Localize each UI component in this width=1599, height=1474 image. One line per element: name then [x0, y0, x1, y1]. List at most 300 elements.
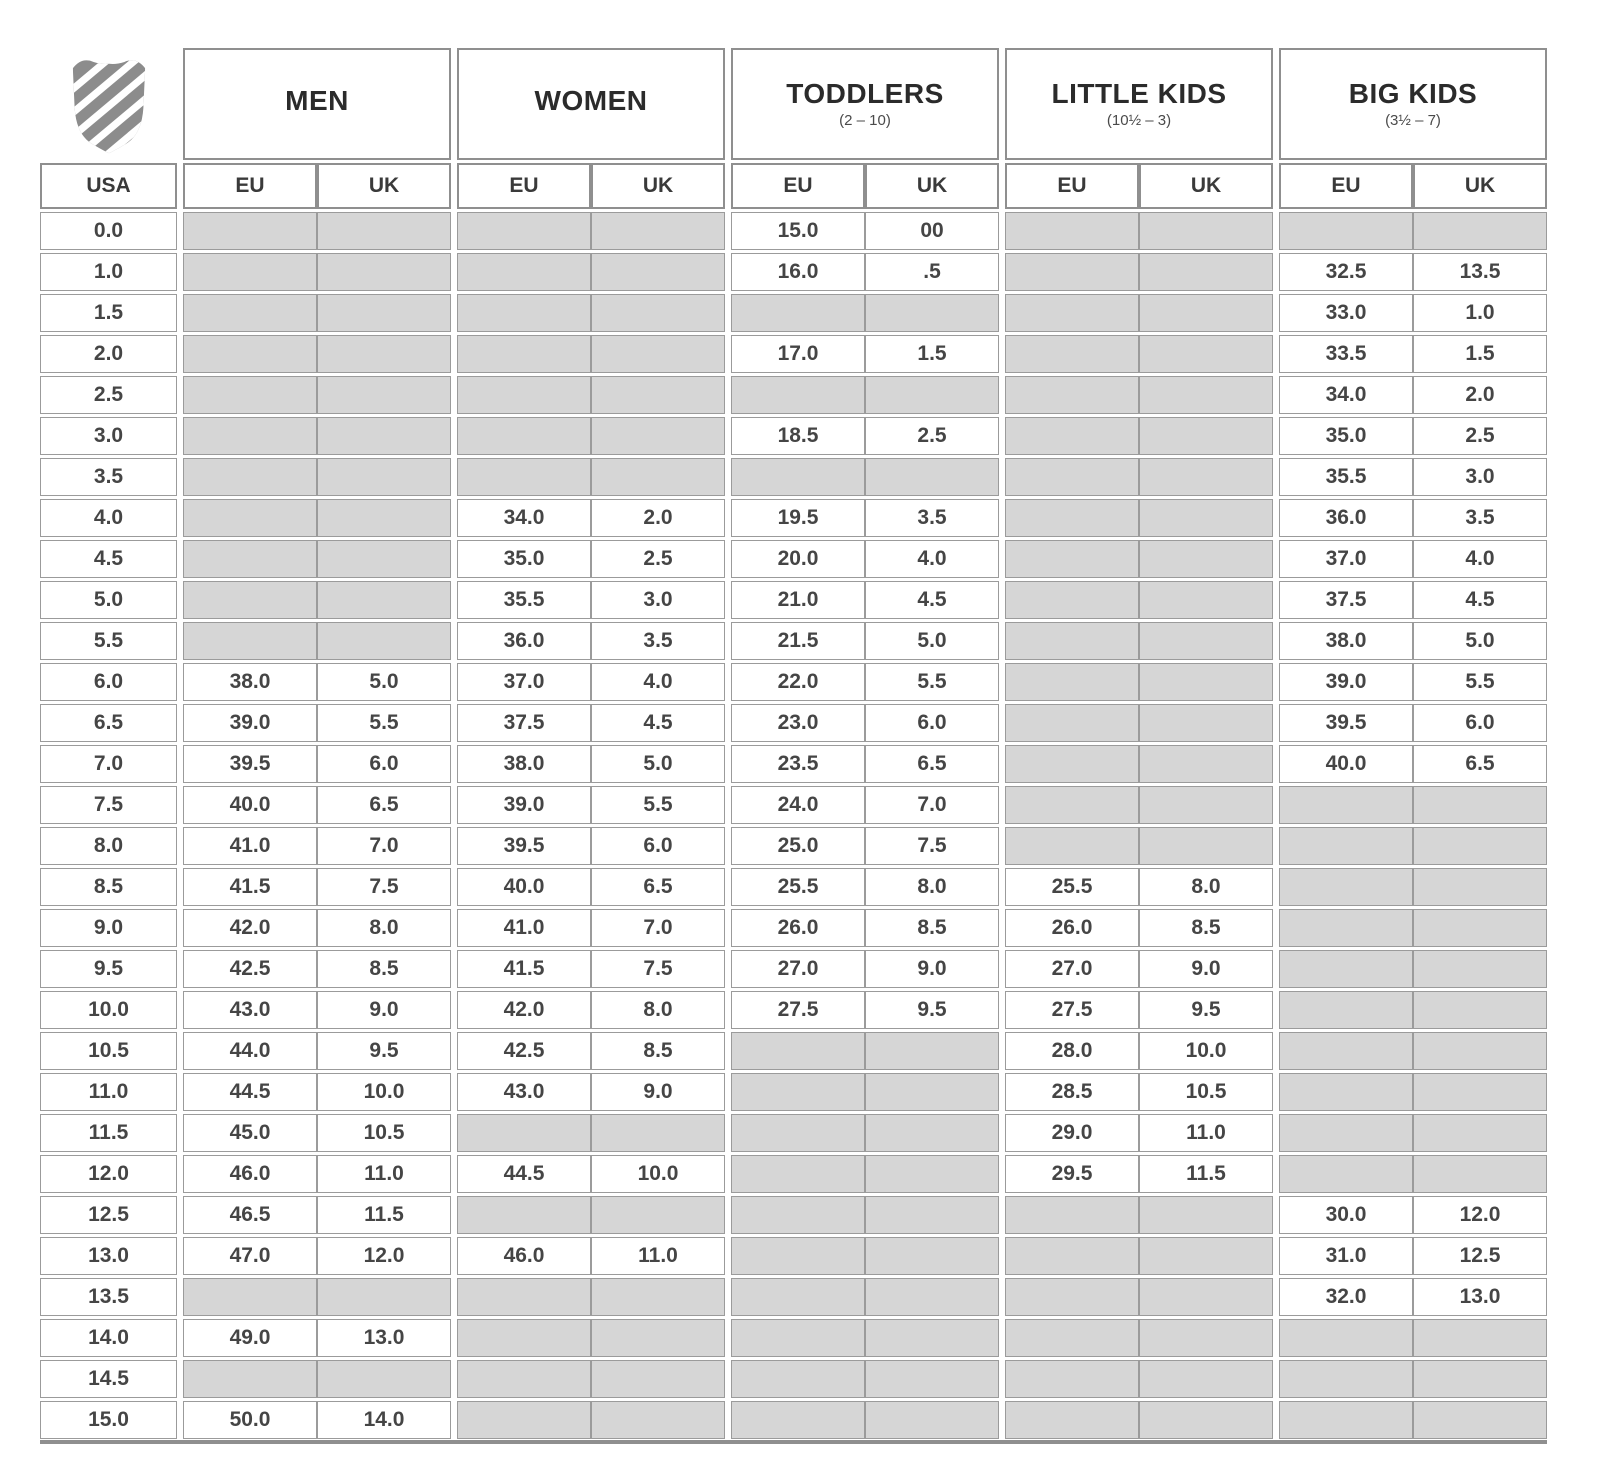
size-cell: 27.0 — [1005, 950, 1139, 988]
size-cell: 23.5 — [731, 745, 865, 783]
empty-size-cell — [1413, 950, 1547, 988]
empty-size-cell — [1279, 950, 1413, 988]
size-cell: 6.5 — [317, 786, 451, 824]
empty-size-cell — [457, 1114, 591, 1152]
size-cell: 44.0 — [183, 1032, 317, 1070]
empty-size-cell — [1413, 786, 1547, 824]
empty-size-cell — [1413, 212, 1547, 250]
size-cell: 33.0 — [1279, 294, 1413, 332]
empty-size-cell — [731, 1278, 865, 1316]
size-cell: 5.5 — [1413, 663, 1547, 701]
size-cell: 14.5 — [40, 1360, 177, 1398]
size-cell: 5.5 — [40, 622, 177, 660]
empty-size-cell — [1139, 335, 1273, 373]
size-cell: 2.5 — [591, 540, 725, 578]
group-label-women: WOMEN — [534, 85, 648, 117]
size-cell: 4.5 — [865, 581, 999, 619]
empty-size-cell — [1005, 581, 1139, 619]
size-cell: 2.5 — [1413, 417, 1547, 455]
empty-size-cell — [591, 1319, 725, 1357]
empty-size-cell — [865, 1073, 999, 1111]
size-cell: 8.0 — [317, 909, 451, 947]
size-cell: 4.5 — [40, 540, 177, 578]
empty-size-cell — [1005, 376, 1139, 414]
empty-size-cell — [731, 1032, 865, 1070]
size-cell: 12.0 — [317, 1237, 451, 1275]
group-header-big-kids — [1279, 48, 1547, 160]
empty-size-cell — [1005, 1360, 1139, 1398]
size-cell: 5.5 — [317, 704, 451, 742]
size-cell: 3.5 — [1413, 499, 1547, 537]
size-cell: 21.0 — [731, 581, 865, 619]
size-cell: 11.5 — [40, 1114, 177, 1152]
empty-size-cell — [591, 294, 725, 332]
size-cell: 9.5 — [317, 1032, 451, 1070]
empty-size-cell — [183, 376, 317, 414]
size-cell: 17.0 — [731, 335, 865, 373]
size-cell: 4.5 — [1413, 581, 1547, 619]
size-cell: 7.0 — [317, 827, 451, 865]
empty-size-cell — [1413, 1401, 1547, 1439]
group-header-women — [457, 48, 725, 160]
size-cell: 27.5 — [1005, 991, 1139, 1029]
size-cell: 42.5 — [457, 1032, 591, 1070]
size-cell: 13.5 — [1413, 253, 1547, 291]
empty-size-cell — [1279, 1401, 1413, 1439]
empty-size-cell — [457, 376, 591, 414]
size-cell: 35.5 — [457, 581, 591, 619]
column-header-usa: USA — [40, 163, 177, 209]
size-cell: 3.0 — [1413, 458, 1547, 496]
size-cell: 39.0 — [1279, 663, 1413, 701]
size-cell: 6.5 — [40, 704, 177, 742]
empty-size-cell — [1413, 1073, 1547, 1111]
size-cell: 23.0 — [731, 704, 865, 742]
size-cell: 5.5 — [591, 786, 725, 824]
size-cell: 1.5 — [40, 294, 177, 332]
size-cell: 7.0 — [40, 745, 177, 783]
size-cell: 35.0 — [1279, 417, 1413, 455]
empty-size-cell — [865, 1114, 999, 1152]
column-header-toddlers-uk: UK — [865, 163, 999, 209]
size-cell: 25.5 — [1005, 868, 1139, 906]
size-cell: 46.0 — [457, 1237, 591, 1275]
empty-size-cell — [1005, 827, 1139, 865]
size-cell: 2.5 — [865, 417, 999, 455]
size-cell: 40.0 — [183, 786, 317, 824]
size-cell: 5.0 — [40, 581, 177, 619]
size-cell: 5.0 — [591, 745, 725, 783]
size-cell: 49.0 — [183, 1319, 317, 1357]
size-cell: 1.5 — [1413, 335, 1547, 373]
size-cell: 11.0 — [1139, 1114, 1273, 1152]
empty-size-cell — [865, 376, 999, 414]
size-cell: 36.0 — [1279, 499, 1413, 537]
size-cell: 28.5 — [1005, 1073, 1139, 1111]
size-cell: 41.0 — [457, 909, 591, 947]
empty-size-cell — [1279, 786, 1413, 824]
empty-size-cell — [865, 1155, 999, 1193]
size-cell: 42.5 — [183, 950, 317, 988]
empty-size-cell — [317, 581, 451, 619]
empty-size-cell — [1139, 827, 1273, 865]
size-cell: 1.0 — [40, 253, 177, 291]
empty-size-cell — [731, 1237, 865, 1275]
size-cell: 32.5 — [1279, 253, 1413, 291]
empty-size-cell — [1139, 1196, 1273, 1234]
empty-size-cell — [865, 458, 999, 496]
empty-size-cell — [1005, 499, 1139, 537]
empty-size-cell — [183, 581, 317, 619]
empty-size-cell — [865, 1360, 999, 1398]
empty-size-cell — [1279, 1032, 1413, 1070]
empty-size-cell — [731, 458, 865, 496]
size-cell: 27.0 — [731, 950, 865, 988]
size-cell: 42.0 — [457, 991, 591, 1029]
size-cell: 9.0 — [40, 909, 177, 947]
size-cell: 7.5 — [591, 950, 725, 988]
empty-size-cell — [457, 458, 591, 496]
empty-size-cell — [317, 376, 451, 414]
empty-size-cell — [1005, 335, 1139, 373]
empty-size-cell — [183, 458, 317, 496]
empty-size-cell — [183, 212, 317, 250]
size-cell: 8.0 — [591, 991, 725, 1029]
empty-size-cell — [731, 1114, 865, 1152]
group-label-toddlers: TODDLERS — [786, 77, 944, 109]
empty-size-cell — [457, 335, 591, 373]
empty-size-cell — [1139, 417, 1273, 455]
size-cell: 14.0 — [40, 1319, 177, 1357]
size-cell: 3.0 — [40, 417, 177, 455]
size-cell: 42.0 — [183, 909, 317, 947]
empty-size-cell — [1139, 499, 1273, 537]
empty-size-cell — [1139, 212, 1273, 250]
size-cell: 6.0 — [40, 663, 177, 701]
size-cell: 12.5 — [40, 1196, 177, 1234]
empty-size-cell — [1005, 458, 1139, 496]
size-cell: 11.5 — [1139, 1155, 1273, 1193]
size-cell: 39.5 — [1279, 704, 1413, 742]
empty-size-cell — [1005, 786, 1139, 824]
size-cell: 45.0 — [183, 1114, 317, 1152]
size-cell: 43.0 — [457, 1073, 591, 1111]
empty-size-cell — [183, 294, 317, 332]
empty-size-cell — [1005, 1196, 1139, 1234]
empty-size-cell — [1005, 253, 1139, 291]
size-cell: 44.5 — [457, 1155, 591, 1193]
size-cell: 9.5 — [1139, 991, 1273, 1029]
empty-size-cell — [1139, 1319, 1273, 1357]
size-cell: 11.0 — [591, 1237, 725, 1275]
size-cell: 10.0 — [591, 1155, 725, 1193]
size-cell: 39.5 — [183, 745, 317, 783]
size-cell: 28.0 — [1005, 1032, 1139, 1070]
empty-size-cell — [1139, 294, 1273, 332]
group-subtitle-little-kids: (10½ – 3) — [1106, 111, 1172, 129]
empty-size-cell — [731, 1401, 865, 1439]
size-cell: 27.5 — [731, 991, 865, 1029]
size-cell: 8.5 — [865, 909, 999, 947]
size-cell: 13.0 — [1413, 1278, 1547, 1316]
size-cell: 24.0 — [731, 786, 865, 824]
empty-size-cell — [183, 253, 317, 291]
size-cell: 8.0 — [865, 868, 999, 906]
size-cell: 29.5 — [1005, 1155, 1139, 1193]
size-cell: 2.0 — [591, 499, 725, 537]
empty-size-cell — [1279, 1155, 1413, 1193]
empty-size-cell — [317, 417, 451, 455]
size-cell: 9.5 — [40, 950, 177, 988]
empty-size-cell — [317, 1278, 451, 1316]
size-cell: 38.0 — [183, 663, 317, 701]
size-cell: 8.5 — [317, 950, 451, 988]
size-cell: 6.0 — [591, 827, 725, 865]
empty-size-cell — [1139, 704, 1273, 742]
empty-size-cell — [591, 335, 725, 373]
size-cell: 21.5 — [731, 622, 865, 660]
size-cell: 35.0 — [457, 540, 591, 578]
empty-size-cell — [457, 1278, 591, 1316]
empty-size-cell — [1139, 581, 1273, 619]
size-cell: 11.0 — [40, 1073, 177, 1111]
column-header-little-kids-uk: UK — [1139, 163, 1273, 209]
group-header-little-kids — [1005, 48, 1273, 160]
empty-size-cell — [457, 1196, 591, 1234]
empty-size-cell — [1139, 1237, 1273, 1275]
empty-size-cell — [1139, 1401, 1273, 1439]
size-cell: 40.0 — [1279, 745, 1413, 783]
empty-size-cell — [317, 458, 451, 496]
brand-logo-cell — [40, 48, 177, 160]
size-cell: 00 — [865, 212, 999, 250]
empty-size-cell — [591, 1401, 725, 1439]
empty-size-cell — [183, 540, 317, 578]
empty-size-cell — [1279, 1319, 1413, 1357]
size-cell: 37.5 — [1279, 581, 1413, 619]
size-cell: 14.0 — [317, 1401, 451, 1439]
empty-size-cell — [1005, 417, 1139, 455]
empty-size-cell — [1279, 1073, 1413, 1111]
empty-size-cell — [731, 1360, 865, 1398]
empty-size-cell — [457, 417, 591, 455]
empty-size-cell — [317, 212, 451, 250]
empty-size-cell — [457, 1401, 591, 1439]
empty-size-cell — [1139, 663, 1273, 701]
size-cell: 13.0 — [317, 1319, 451, 1357]
empty-size-cell — [865, 1237, 999, 1275]
size-cell: 8.0 — [40, 827, 177, 865]
empty-size-cell — [183, 622, 317, 660]
size-cell: 11.0 — [317, 1155, 451, 1193]
size-table — [40, 48, 1547, 1444]
column-header-men-uk: UK — [317, 163, 451, 209]
empty-size-cell — [1279, 868, 1413, 906]
size-cell: 19.5 — [731, 499, 865, 537]
size-cell: 4.0 — [1413, 540, 1547, 578]
empty-size-cell — [1005, 622, 1139, 660]
column-header-women-uk: UK — [591, 163, 725, 209]
empty-size-cell — [1005, 1237, 1139, 1275]
size-cell: 8.0 — [1139, 868, 1273, 906]
size-cell: 33.5 — [1279, 335, 1413, 373]
empty-size-cell — [591, 417, 725, 455]
empty-size-cell — [1413, 1360, 1547, 1398]
size-cell: 32.0 — [1279, 1278, 1413, 1316]
size-cell: 8.5 — [591, 1032, 725, 1070]
empty-size-cell — [865, 1032, 999, 1070]
size-cell: 7.5 — [317, 868, 451, 906]
empty-size-cell — [457, 1319, 591, 1357]
size-cell: 9.0 — [317, 991, 451, 1029]
size-cell: 6.0 — [317, 745, 451, 783]
size-cell: 0.0 — [40, 212, 177, 250]
empty-size-cell — [591, 458, 725, 496]
size-cell: 26.0 — [731, 909, 865, 947]
size-cell: 37.5 — [457, 704, 591, 742]
size-cell: 35.5 — [1279, 458, 1413, 496]
size-cell: 47.0 — [183, 1237, 317, 1275]
empty-size-cell — [1139, 253, 1273, 291]
size-cell: 15.0 — [40, 1401, 177, 1439]
size-cell: 41.5 — [457, 950, 591, 988]
size-cell: 10.0 — [317, 1073, 451, 1111]
size-cell: 1.0 — [1413, 294, 1547, 332]
empty-size-cell — [1139, 1360, 1273, 1398]
empty-size-cell — [731, 1155, 865, 1193]
size-cell: 9.0 — [865, 950, 999, 988]
size-cell: 29.0 — [1005, 1114, 1139, 1152]
empty-size-cell — [1139, 376, 1273, 414]
empty-size-cell — [865, 1319, 999, 1357]
empty-size-cell — [1279, 1114, 1413, 1152]
size-cell: 37.0 — [1279, 540, 1413, 578]
size-cell: 10.0 — [40, 991, 177, 1029]
empty-size-cell — [591, 1196, 725, 1234]
empty-size-cell — [183, 1278, 317, 1316]
size-cell: 40.0 — [457, 868, 591, 906]
empty-size-cell — [1139, 622, 1273, 660]
size-cell: 34.0 — [457, 499, 591, 537]
size-cell: 22.0 — [731, 663, 865, 701]
column-header-men-eu: EU — [183, 163, 317, 209]
empty-size-cell — [591, 253, 725, 291]
size-cell: 9.0 — [591, 1073, 725, 1111]
empty-size-cell — [1139, 1278, 1273, 1316]
empty-size-cell — [1005, 1278, 1139, 1316]
empty-size-cell — [1139, 745, 1273, 783]
empty-size-cell — [457, 1360, 591, 1398]
size-cell: 9.0 — [1139, 950, 1273, 988]
empty-size-cell — [183, 335, 317, 373]
size-cell: 6.5 — [865, 745, 999, 783]
size-cell: 16.0 — [731, 253, 865, 291]
size-cell: 25.0 — [731, 827, 865, 865]
size-cell: 5.0 — [317, 663, 451, 701]
empty-size-cell — [1279, 212, 1413, 250]
empty-size-cell — [731, 376, 865, 414]
group-subtitle-big-kids: (3½ – 7) — [1385, 111, 1441, 129]
empty-size-cell — [731, 1196, 865, 1234]
empty-size-cell — [1005, 1319, 1139, 1357]
empty-size-cell — [183, 1360, 317, 1398]
empty-size-cell — [317, 294, 451, 332]
size-cell: 8.5 — [1139, 909, 1273, 947]
size-cell: .5 — [865, 253, 999, 291]
empty-size-cell — [865, 294, 999, 332]
size-cell: 38.0 — [457, 745, 591, 783]
empty-size-cell — [1413, 909, 1547, 947]
empty-size-cell — [1413, 868, 1547, 906]
size-cell: 3.0 — [591, 581, 725, 619]
column-header-little-kids-eu: EU — [1005, 163, 1139, 209]
empty-size-cell — [731, 1073, 865, 1111]
empty-size-cell — [1413, 1032, 1547, 1070]
group-label-little-kids: LITTLE KIDS — [1051, 77, 1227, 109]
size-cell: 18.5 — [731, 417, 865, 455]
size-cell: 6.0 — [865, 704, 999, 742]
size-cell: 38.0 — [1279, 622, 1413, 660]
group-subtitle-toddlers: (2 – 10) — [839, 111, 891, 129]
size-cell: 4.5 — [591, 704, 725, 742]
size-cell: 11.5 — [317, 1196, 451, 1234]
size-cell: 2.5 — [40, 376, 177, 414]
empty-size-cell — [1279, 1360, 1413, 1398]
size-cell: 13.5 — [40, 1278, 177, 1316]
empty-size-cell — [591, 212, 725, 250]
k-swiss-shield-logo — [61, 52, 157, 156]
empty-size-cell — [591, 1114, 725, 1152]
size-cell: 41.5 — [183, 868, 317, 906]
size-cell: 12.0 — [40, 1155, 177, 1193]
size-cell: 41.0 — [183, 827, 317, 865]
size-cell: 7.5 — [40, 786, 177, 824]
size-cell: 4.0 — [865, 540, 999, 578]
empty-size-cell — [591, 376, 725, 414]
size-cell: 7.0 — [865, 786, 999, 824]
empty-size-cell — [457, 253, 591, 291]
empty-size-cell — [457, 212, 591, 250]
size-cell: 12.5 — [1413, 1237, 1547, 1275]
size-cell: 2.0 — [1413, 376, 1547, 414]
size-cell: 15.0 — [731, 212, 865, 250]
size-cell: 25.5 — [731, 868, 865, 906]
size-cell: 3.5 — [865, 499, 999, 537]
size-cell: 43.0 — [183, 991, 317, 1029]
size-cell: 5.0 — [865, 622, 999, 660]
size-cell: 37.0 — [457, 663, 591, 701]
empty-size-cell — [1413, 991, 1547, 1029]
size-cell: 5.5 — [865, 663, 999, 701]
size-cell: 20.0 — [731, 540, 865, 578]
size-cell: 7.5 — [865, 827, 999, 865]
size-cell: 50.0 — [183, 1401, 317, 1439]
empty-size-cell — [1005, 1401, 1139, 1439]
column-header-big-kids-eu: EU — [1279, 163, 1413, 209]
empty-size-cell — [865, 1278, 999, 1316]
group-label-men: MEN — [285, 85, 349, 117]
size-cell: 13.0 — [40, 1237, 177, 1275]
size-cell: 10.0 — [1139, 1032, 1273, 1070]
size-cell: 46.5 — [183, 1196, 317, 1234]
empty-size-cell — [865, 1196, 999, 1234]
empty-size-cell — [317, 253, 451, 291]
size-cell: 36.0 — [457, 622, 591, 660]
size-cell: 10.5 — [317, 1114, 451, 1152]
empty-size-cell — [865, 1401, 999, 1439]
empty-size-cell — [1413, 1319, 1547, 1357]
size-cell: 5.0 — [1413, 622, 1547, 660]
